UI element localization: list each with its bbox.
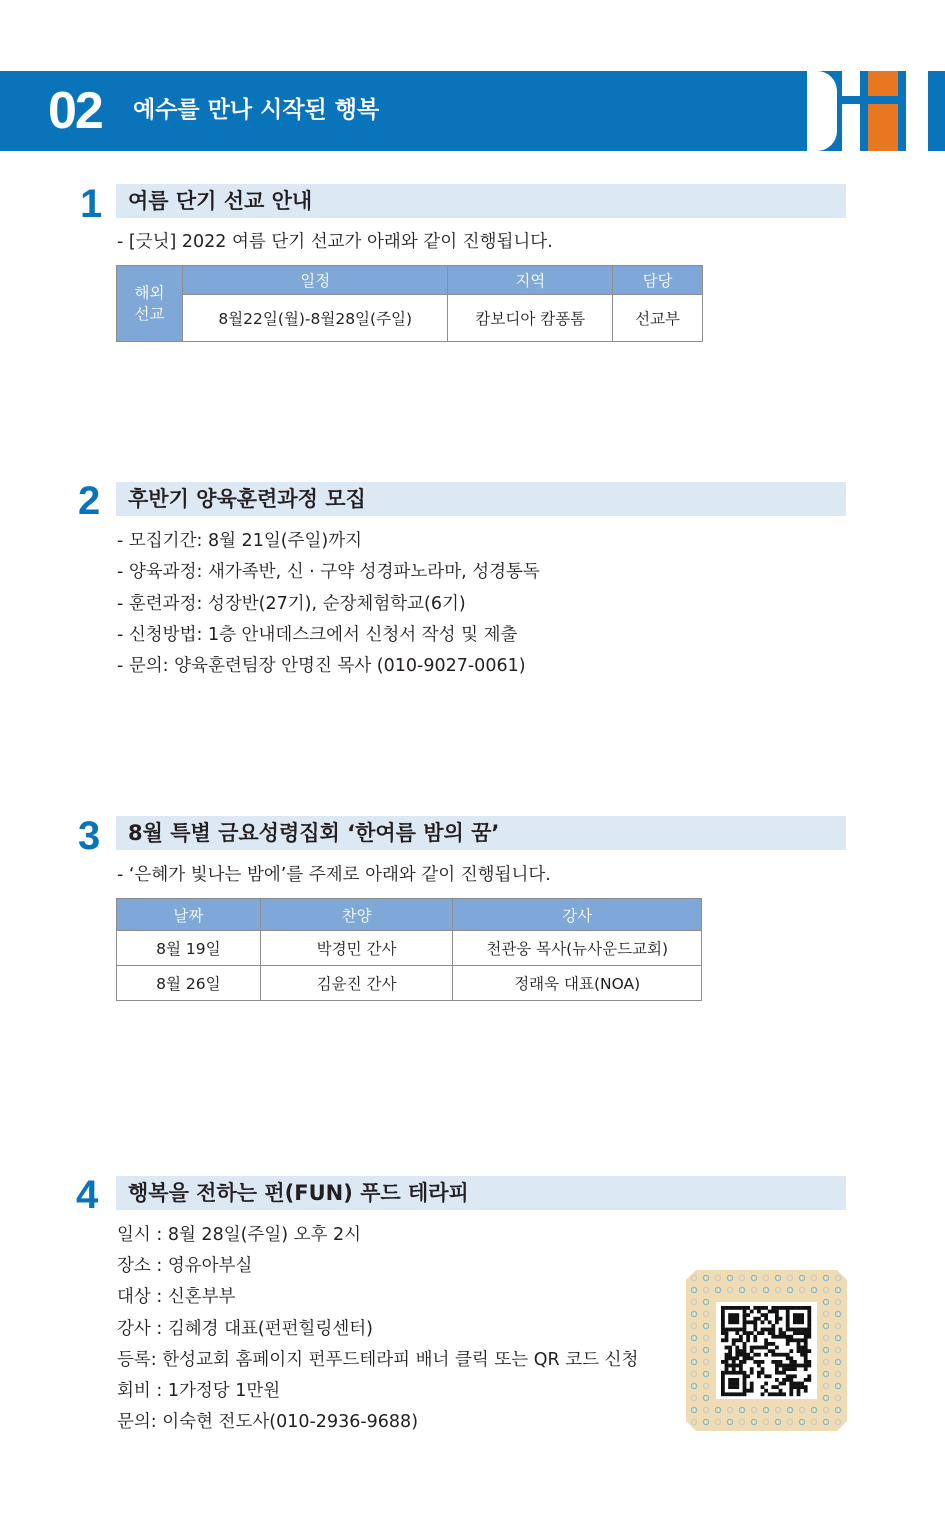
list-item: 등록: 한성교회 홈페이지 펀푸드테라피 배너 클릭 또는 QR 코드 신청 [117,1350,639,1370]
worship-date: 8월 26일 [117,966,261,1001]
section-3-intro: - ‘은혜가 빛나는 밤에’를 주제로 아래와 같이 진행됩니다. [117,865,551,885]
worship-praise: 김윤진 간사 [260,966,453,1001]
list-item: - 문의: 양육훈련팀장 안명진 목사 (010-9027-0061) [117,656,526,676]
table-row [117,931,702,966]
worship-header-speaker: 강사 [453,899,702,931]
church-logo-icon [807,71,945,151]
worship-speaker: 정래욱 대표(NOA) [453,966,702,1001]
mission-region: 캄보디아 캄퐁톰 [448,295,613,342]
section-2-number: 2 [78,479,101,523]
section-1-number: 1 [80,182,103,226]
mission-row-label-text: 해외 선교 [134,283,165,323]
worship-date: 8월 19일 [117,931,261,966]
mission-table [116,265,703,342]
section-1-intro: - [긋닛] 2022 여름 단기 선교가 아래와 같이 진행됩니다. [117,232,553,252]
section-1-header [116,184,846,218]
section-3-number: 3 [78,814,101,858]
qr-code-icon[interactable] [686,1270,847,1431]
list-item: 대상 : 신혼부부 [117,1287,236,1307]
list-item: - 양육과정: 새가족반, 신 · 구약 성경파노라마, 성경통독 [117,562,540,582]
list-item: - 모집기간: 8월 21일(주일)까지 [117,531,363,551]
table-row [117,966,702,1001]
section-2-title: 후반기 양육훈련과정 모집 [128,487,366,511]
list-item: 회비 : 1가정당 1만원 [117,1381,281,1401]
header-number: 02 [48,82,102,140]
section-3-title: 8월 특별 금요성령집회 ‘한여름 밤의 꿈’ [128,821,500,845]
mission-department: 선교부 [613,295,703,342]
header-banner [0,71,945,151]
section-4-number: 4 [76,1173,99,1217]
list-item: - 신청방법: 1층 안내데스크에서 신청서 작성 및 제출 [117,625,518,645]
section-4-title: 행복을 전하는 펀(FUN) 푸드 테라피 [128,1181,469,1205]
worship-speaker: 천관웅 목사(뉴사운드교회) [453,931,702,966]
section-4-header [116,1176,846,1210]
list-item: - 훈련과정: 성장반(27기), 순장체험학교(6기) [117,594,466,614]
worship-table [116,898,702,1001]
mission-header-department: 담당 [613,266,703,295]
worship-praise: 박경민 간사 [260,931,453,966]
worship-header-praise: 찬양 [260,899,453,931]
section-2-header [116,482,846,516]
mission-header-schedule: 일정 [182,266,448,295]
list-item: 일시 : 8월 28일(주일) 오후 2시 [117,1225,362,1245]
list-item: 강사 : 김혜경 대표(펀펀힐링센터) [117,1319,374,1339]
worship-header-date: 날짜 [117,899,261,931]
header-title: 예수를 만나 시작된 행복 [133,97,380,123]
mission-header-region: 지역 [448,266,613,295]
list-item: 문의: 이숙현 전도사(010-2936-9688) [117,1412,419,1432]
section-3-header [116,816,846,850]
mission-schedule: 8월22일(월)-8월28일(주일) [182,295,448,342]
mission-row-label [117,266,183,342]
section-1-title: 여름 단기 선교 안내 [128,189,313,213]
list-item: 장소 : 영유아부실 [117,1256,253,1276]
